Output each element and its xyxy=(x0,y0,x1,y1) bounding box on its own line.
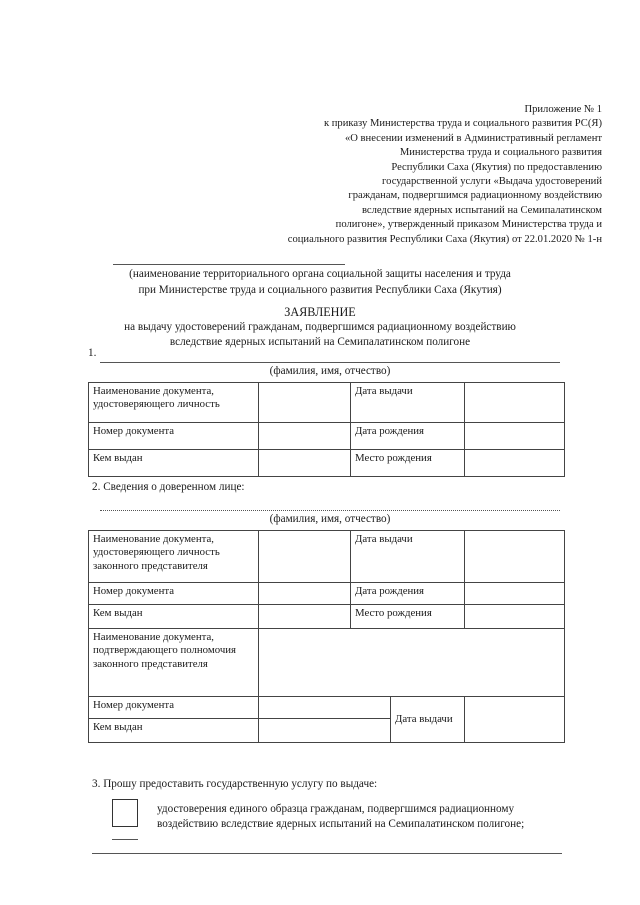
section2-issue-date2-value[interactable] xyxy=(465,697,565,743)
appendix-line: социального развития Республики Саха (Якутия) от 22.01.2020 № 1-н xyxy=(287,233,602,245)
section2-title: 2. Сведения о доверенном лице: xyxy=(92,481,245,493)
section3-bottom-line xyxy=(92,853,562,854)
section2-birth-place-label: Место рождения xyxy=(351,605,465,629)
section2-issue-date-value[interactable] xyxy=(465,531,565,583)
appendix-line: государственной услуги «Выдача удостоверений xyxy=(382,176,602,188)
section2-doc-name-value[interactable] xyxy=(259,531,351,583)
section1-doc-number-value[interactable] xyxy=(259,423,351,450)
section2-table xyxy=(88,530,565,743)
authority-caption-2: при Министерстве труда и социального развития Республики Саха (Якутия) xyxy=(138,284,502,296)
section1-doc-name-label: Наименование документа, удостоверяющего личность xyxy=(89,383,259,423)
section1-birth-place-value[interactable] xyxy=(465,450,565,477)
section2-issued-by2-label: Кем выдан xyxy=(89,719,259,743)
section2-fio-caption: (фамилия, имя, отчество) xyxy=(269,513,391,525)
section2-issued-by-value[interactable] xyxy=(259,605,351,629)
section1-birth-date-label: Дата рождения xyxy=(351,423,465,450)
section1-issue-date-label: Дата выдачи xyxy=(351,383,465,423)
section2-fio-line[interactable] xyxy=(100,510,560,511)
appendix-line: Приложение № 1 xyxy=(524,104,602,115)
section2-birth-date-value[interactable] xyxy=(465,583,565,605)
appendix-line: гражданам, подвергшимся радиационному воздействию xyxy=(348,190,602,202)
statement-subtitle-2: вследствие ядерных испытаний на Семипалатинском полигоне xyxy=(169,336,471,348)
section2-birth-date-label: Дата рождения xyxy=(351,583,465,605)
section1-issued-by-value[interactable] xyxy=(259,450,351,477)
appendix-line: полигоне», утвержденный приказом Министерства труда и xyxy=(335,219,602,231)
section1-issue-date-value[interactable] xyxy=(465,383,565,423)
section2-issued-by2-value[interactable] xyxy=(259,719,391,743)
section2-birth-place-value[interactable] xyxy=(465,605,565,629)
section2-doc-number2-label: Номер документа xyxy=(89,697,259,719)
section2-issue-date-label: Дата выдачи xyxy=(351,531,465,583)
section2-doc-number-value[interactable] xyxy=(259,583,351,605)
appendix-line: к приказу Министерства труда и социального развития РС(Я) xyxy=(323,118,602,130)
section2-authority-doc-value[interactable] xyxy=(259,629,565,697)
option1-checkbox[interactable] xyxy=(112,799,138,827)
statement-subtitle-1: на выдачу удостоверений гражданам, подвергшимся радиационному воздействию xyxy=(124,321,516,333)
section3-title: 3. Прошу предоставить государственную услугу по выдаче: xyxy=(92,778,378,790)
section2-issued-by-label: Кем выдан xyxy=(89,605,259,629)
section2-authority-doc-label: Наименование документа, подтверждающего полномочия законного представителя xyxy=(89,629,259,697)
appendix-line: Республики Саха (Якутия) по предоставлению xyxy=(391,161,602,173)
option1-checkbox-underline xyxy=(112,839,138,840)
section2-doc-number2-value[interactable] xyxy=(259,697,391,719)
section2-doc-name-label: Наименование документа, удостоверяющего личность законного представителя xyxy=(89,531,259,583)
appendix-line: вследствие ядерных испытаний на Семипалатинском xyxy=(361,204,602,216)
section1-birth-place-label: Место рождения xyxy=(351,450,465,477)
section1-fio-line[interactable] xyxy=(100,362,560,363)
section2-doc-number-label: Номер документа xyxy=(89,583,259,605)
authority-fill-line[interactable] xyxy=(113,264,345,265)
section1-issued-by-label: Кем выдан xyxy=(89,450,259,477)
appendix-line: Министерства труда и социального развития xyxy=(399,147,602,159)
section1-doc-name-value[interactable] xyxy=(259,383,351,423)
section1-number: 1. xyxy=(88,347,97,359)
section1-table xyxy=(88,382,565,477)
section1-fio-caption: (фамилия, имя, отчество) xyxy=(269,365,391,377)
option1-label: удостоверения единого образца гражданам, подвергшимся радиационному воздействию вследствие ядерных испытаний на Семипалатинском полигоне; xyxy=(157,803,525,830)
authority-caption-1: (наименование территориального органа социальной защиты населения и труда xyxy=(129,268,511,280)
appendix-line: «О внесении изменений в Административный регламент xyxy=(344,132,602,144)
section1-doc-number-label: Номер документа xyxy=(89,423,259,450)
statement-title: ЗАЯВЛЕНИЕ xyxy=(284,305,356,319)
appendix-header xyxy=(202,103,602,247)
section1-birth-date-value[interactable] xyxy=(465,423,565,450)
section2-issue-date2-label: Дата выдачи xyxy=(391,697,465,743)
